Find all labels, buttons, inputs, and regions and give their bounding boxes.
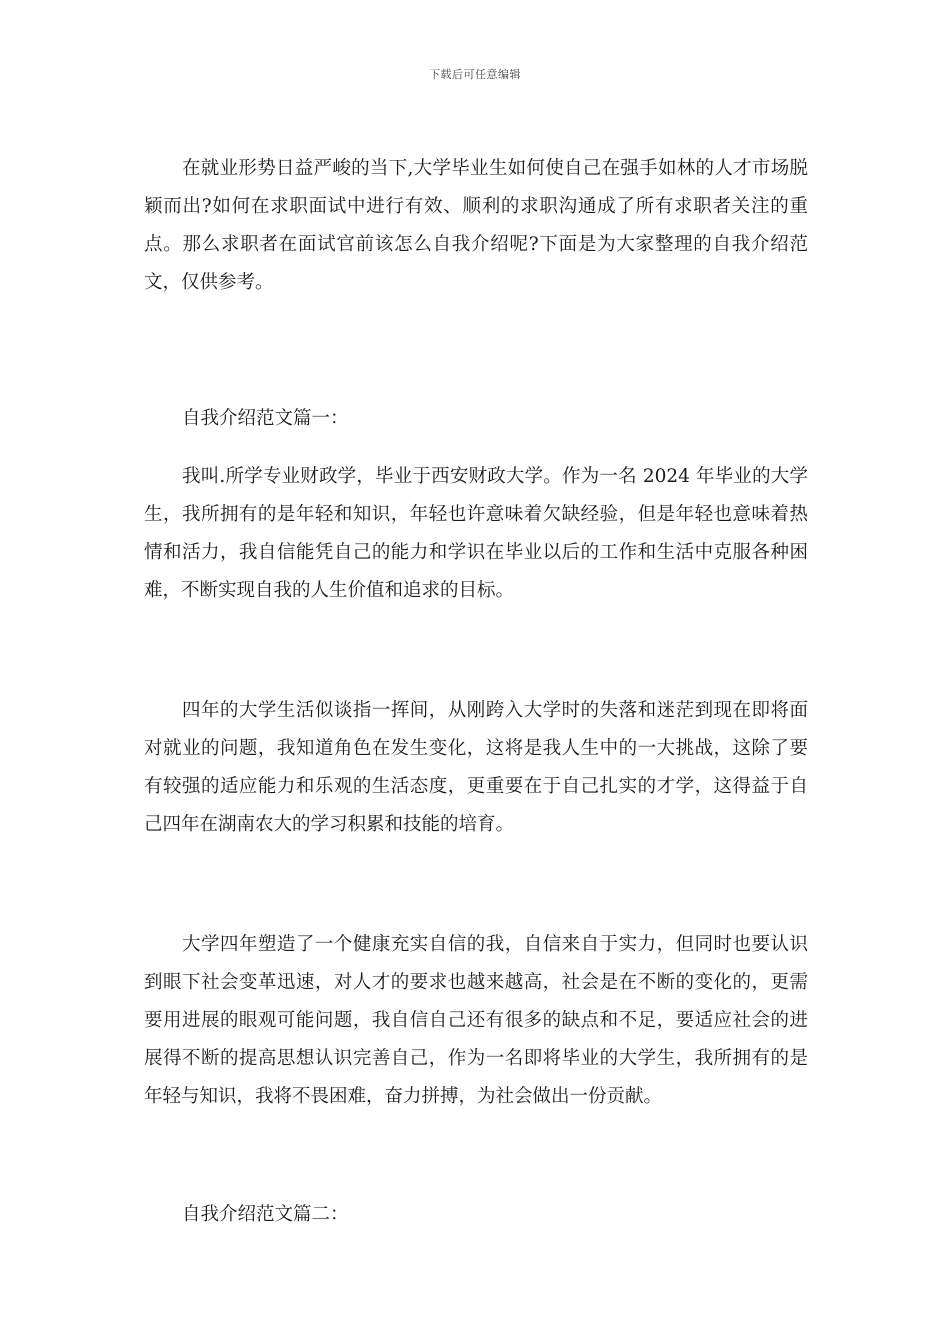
paragraph-2: 四年的大学生活似谈指一挥间，从刚跨入大学时的失落和迷茫到现在即将面对就业的问题，我知道角色在发生变化，这将是我人生中的一大挑战，这除了要有较强的适应能力和乐观的生活态度，更重要在于自己扎实的才学，这得益于自己四年在湖南农大的学习积累和技能的培育。 — [144, 700, 808, 835]
paragraph-3: 大学四年塑造了一个健康充实自信的我，自信来自于实力，但同时也要认识到眼下社会变革迅速，对人才的要求也越来越高，社会是在不断的变化的，更需要用进展的眼观可能问题，我自信自己还有很多的缺点和不足，要适应社会的进展得不断的提高思想认识完善自己，作为一名即将毕业的大学生，我所拥有的是年轻与知识，我将不畏困难，奋力拼搏，为社会做出一份贡献。 — [144, 934, 808, 1107]
page-header: 下载后可任意编辑 — [429, 68, 521, 81]
section-heading-1: 自我介绍范文篇一： — [182, 408, 349, 429]
paragraph-1: 我叫.所学专业财政学，毕业于西安财政大学。作为一名 2024 年毕业的大学生，我所拥有的是年轻和知识，年轻也许意味着欠缺经验，但是年轻也意味着热情和活力，我自信能凭自己的能力和学识在毕业以后的工作和生活中克服各种困难，不断实现自我的人生价值和追求的目标。 — [144, 466, 808, 601]
section-heading-2: 自我介绍范文篇二： — [182, 1204, 349, 1225]
document-body — [144, 150, 808, 1234]
intro-paragraph: 在就业形势日益严峻的当下,大学毕业生如何使自己在强手如林的人才市场脱颖而出?如何在求职面试中进行有效、顺利的求职沟通成了所有求职者关注的重点。那么求职者在面试官前该怎么自我介绍呢?下面是为大家整理的自我介绍范文，仅供参考。 — [144, 158, 808, 293]
